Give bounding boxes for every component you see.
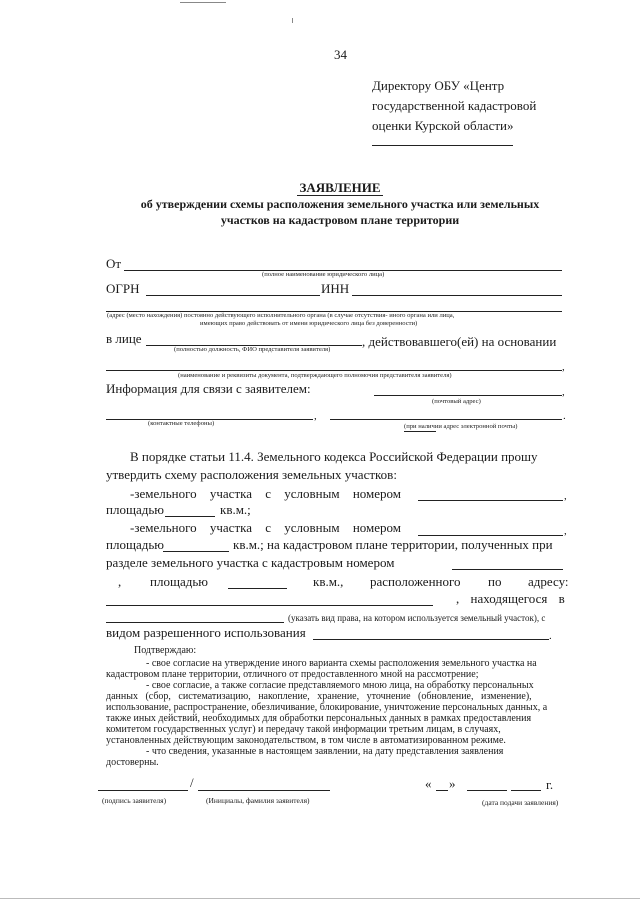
date-month-field[interactable] [467,790,507,791]
initials-field[interactable] [198,790,330,791]
scan-artifact-bottom [0,898,640,899]
initials-hint: (Инициалы, фамилия заявителя) [206,796,310,805]
heading-underline [297,195,383,196]
address-hint-2: имеющих право действовать от имени юридического лица без доверенности) [200,320,418,327]
usage-label: видом разрешенного использования [106,625,306,640]
person-label: в лице [106,331,142,346]
area1-label: площадью [106,502,164,517]
date-year-suffix: г. [546,777,554,792]
confirm-2-line-5: комитетом государственных услуг) и передачу такой информации третьим лицам, в случаях, [106,724,501,735]
plot2-label: -земельного участка с условным номером [130,520,402,535]
right-type-field[interactable] [106,622,284,623]
request-line-1: В порядке статьи 11.4. Земельного кодекса Российской Федерации прошу [130,449,538,464]
plot-address-field[interactable] [106,605,433,606]
date-year-field[interactable] [511,790,541,791]
signature-field[interactable] [98,790,188,791]
date-day-field[interactable] [436,790,448,791]
area3-field[interactable] [228,588,287,589]
area3-label: площадью [150,574,208,589]
area2-field[interactable] [163,551,229,552]
po-label: по [488,574,502,589]
scan-artifact-mark [292,18,293,23]
inn-label: ИНН [321,281,350,296]
plot2-number-field[interactable] [418,535,563,536]
inn-field[interactable] [352,295,562,296]
usage-period: . [549,630,552,642]
email-hint: (при наличии адрес электронной почты) [404,423,518,430]
page-number: 34 [334,47,347,62]
email-period: . [563,410,566,422]
date-open-quote: « [425,776,432,791]
doc-title-line-1: об утверждении схемы расположения земельного участка или земельных [140,197,540,211]
located-label: расположенного [370,574,461,589]
addressee-line-1: Директору ОБУ «Центр [372,78,505,93]
sign-hint: (подпись заявителя) [102,796,167,805]
confirm-3-line-1: - что сведения, указанные в настоящем заявлении, на дату представления заявления [146,746,504,757]
plot1-comma: , [564,490,567,502]
confirm-label: Подтверждаю: [134,645,197,656]
confirm-1-line-1: - свое согласие на утверждение иного варианта схемы расположения земельного участка на [146,658,537,669]
phone-hint: (контактные телефоны) [148,420,215,427]
date-hint: (дата подачи заявления) [482,798,559,807]
contact-label: Информация для связи с заявителем: [106,381,311,396]
cadastral-number-field[interactable] [452,569,563,570]
area1-field[interactable] [165,516,215,517]
confirm-3-line-2: достоверны. [106,757,159,768]
area2-label: площадью [106,537,164,552]
basis-comma: , [562,361,565,373]
confirm-2-line-2: данных (сбор, систематизацию, накопление, хранение, уточнение (обновление, изменение), [106,691,532,702]
confirm-2-line-6: установленных действующим законодательством, в том числе в автоматизированном режиме. [106,735,506,746]
address-hint-1: (адрес (место нахождения) постоянно действующего исполнительного органа (в случае отсутствия- иного органа или лица, [107,312,455,319]
addressee-underline [372,145,513,146]
address-label: адресу: [528,574,569,589]
doc-heading: ЗАЯВЛЕНИЕ [299,180,381,195]
ogrn-field[interactable] [146,295,320,296]
confirm-2-line-3: использование, распространение, обезличивание, блокирование, уничтожение персональных данных, а [106,702,548,713]
ogrn-label: ОГРН [106,281,140,296]
person-hint: (полностью должность, ФИО представителя заявителя) [174,346,331,353]
plot2-comma: , [564,525,567,537]
signature-slash: / [190,775,194,790]
basis-hint: (наименование и реквизиты документа, подтверждающего полномочия представителя заявителя) [178,372,452,379]
date-close-quote: » [449,776,456,791]
section-label: разделе земельного участка с кадастровым номером [106,555,395,570]
plot1-number-field[interactable] [418,500,563,501]
plot1-label: -земельного участка с условным номером [130,486,402,501]
usage-field[interactable] [313,639,549,640]
phone-comma: , [314,410,317,422]
right-hint: (указать вид права, на котором используется земельный участок), с [288,613,546,623]
from-label: От [106,256,122,271]
acting-label: , действовавшего(ей) на основании [362,334,557,349]
doc-title-line-2: участков на кадастровом плане территории [220,213,460,227]
area1-unit: кв.м.; [220,502,251,517]
confirm-2-line-4: также иных действий, необходимых для обработки персональных данных в рамках предоставления [106,713,532,724]
situated-label: , находящегося в [456,591,565,606]
email-hint-underline [404,431,436,432]
postal-hint: (почтовый адрес) [432,398,481,405]
scan-artifact-top [180,2,226,3]
postal-comma: , [562,386,565,398]
area3-comma: , [118,574,122,589]
area3-unit: кв.м., [313,574,344,589]
email-field[interactable] [330,419,562,420]
addressee-line-2: государственной кадастровой [372,98,537,113]
confirm-1-line-2: кадастровом плане территории, отличного от предоставленного мной на рассмотрение; [106,669,479,680]
plot2-tail: кв.м.; на кадастровом плане территории, полученных при [233,537,553,552]
basis-field[interactable] [106,370,562,371]
postal-field[interactable] [374,395,562,396]
from-hint: (полное наименование юридического лица) [262,271,385,278]
confirm-2-line-1: - свое согласие, а также согласие представляемого мною лица, на обработку персональных [146,680,534,691]
addressee-line-3: оценки Курской области» [372,118,514,133]
request-line-2: утвердить схему расположения земельных участков: [106,467,397,482]
